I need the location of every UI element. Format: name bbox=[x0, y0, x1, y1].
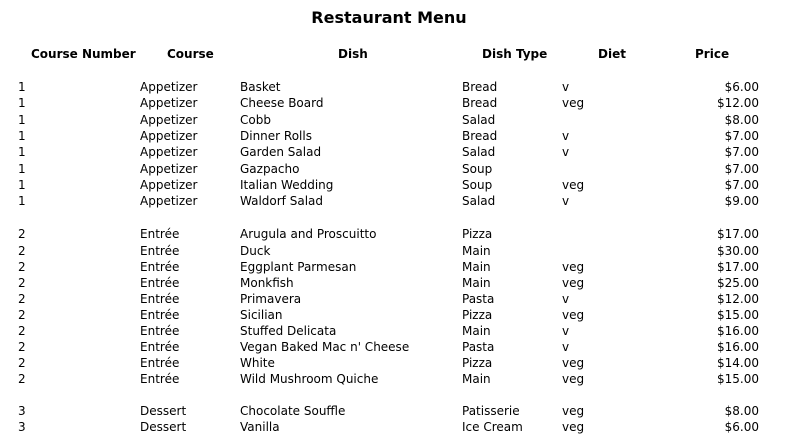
dish-cell: White bbox=[240, 356, 275, 370]
diet-cell: veg bbox=[562, 372, 585, 386]
price-cell: $15.00 bbox=[717, 372, 759, 386]
table-row bbox=[0, 144, 786, 160]
diet-cell: veg bbox=[562, 260, 585, 274]
table-row bbox=[0, 79, 786, 95]
course-number-cell: 1 bbox=[18, 145, 26, 159]
diet-cell: veg bbox=[562, 356, 585, 370]
course-number-cell: 2 bbox=[18, 292, 26, 306]
price-cell: $12.00 bbox=[717, 292, 759, 306]
dish-type-cell: Pasta bbox=[462, 340, 495, 354]
diet-cell: v bbox=[562, 324, 570, 338]
dish-type-cell: Bread bbox=[462, 129, 498, 143]
course-cell: Entrée bbox=[140, 324, 180, 338]
table-row bbox=[0, 128, 786, 144]
diet-cell: v bbox=[562, 145, 570, 159]
table-row bbox=[0, 355, 786, 371]
price-cell: $17.00 bbox=[717, 260, 759, 274]
dish-cell: Eggplant Parmesan bbox=[240, 260, 357, 274]
course-cell: Appetizer bbox=[140, 194, 198, 208]
diet-cell: v bbox=[562, 129, 570, 143]
dish-cell: Gazpacho bbox=[240, 162, 300, 176]
table-row bbox=[0, 226, 786, 242]
table-row bbox=[0, 307, 786, 323]
dish-cell: Waldorf Salad bbox=[240, 194, 323, 208]
table-row bbox=[0, 112, 786, 128]
price-cell: $16.00 bbox=[717, 324, 759, 338]
table-row bbox=[0, 371, 786, 387]
table-row bbox=[0, 161, 786, 177]
course-number-cell: 2 bbox=[18, 372, 26, 386]
dish-cell: Vegan Baked Mac n' Cheese bbox=[240, 340, 410, 354]
table-row bbox=[0, 339, 786, 355]
dish-type-cell: Pizza bbox=[462, 227, 493, 241]
column-header-dish: Dish bbox=[338, 47, 368, 61]
price-cell: $25.00 bbox=[717, 276, 759, 290]
price-cell: $8.00 bbox=[724, 404, 759, 418]
dish-cell: Chocolate Souffle bbox=[240, 404, 346, 418]
dish-cell: Garden Salad bbox=[240, 145, 322, 159]
diet-cell: veg bbox=[562, 96, 585, 110]
price-cell: $17.00 bbox=[717, 227, 759, 241]
dish-cell: Dinner Rolls bbox=[240, 129, 312, 143]
table-row bbox=[0, 193, 786, 209]
course-number-cell: 2 bbox=[18, 227, 26, 241]
course-cell: Entrée bbox=[140, 260, 180, 274]
price-cell: $15.00 bbox=[717, 308, 759, 322]
price-cell: $7.00 bbox=[724, 178, 759, 192]
column-header-course: Course bbox=[167, 47, 214, 61]
diet-cell: v bbox=[562, 194, 570, 208]
column-header-course-number: Course Number bbox=[31, 47, 136, 61]
dish-type-cell: Patisserie bbox=[462, 404, 520, 418]
table-row bbox=[0, 275, 786, 291]
page-title: Restaurant Menu bbox=[311, 8, 467, 27]
dish-cell: Cheese Board bbox=[240, 96, 324, 110]
dish-type-cell: Pasta bbox=[462, 292, 495, 306]
dish-type-cell: Main bbox=[462, 260, 491, 274]
course-cell: Entrée bbox=[140, 244, 180, 258]
price-cell: $7.00 bbox=[724, 145, 759, 159]
diet-cell: veg bbox=[562, 308, 585, 322]
diet-cell: v bbox=[562, 292, 570, 306]
course-cell: Entrée bbox=[140, 292, 180, 306]
course-number-cell: 3 bbox=[18, 420, 26, 434]
table-row bbox=[0, 323, 786, 339]
course-number-cell: 2 bbox=[18, 324, 26, 338]
table-row bbox=[0, 291, 786, 307]
price-cell: $6.00 bbox=[724, 420, 759, 434]
course-cell: Appetizer bbox=[140, 113, 198, 127]
dish-type-cell: Main bbox=[462, 276, 491, 290]
dish-type-cell: Salad bbox=[462, 113, 496, 127]
price-cell: $7.00 bbox=[724, 129, 759, 143]
course-number-cell: 1 bbox=[18, 113, 26, 127]
dish-cell: Primavera bbox=[240, 292, 302, 306]
course-cell: Entrée bbox=[140, 308, 180, 322]
course-cell: Entrée bbox=[140, 372, 180, 386]
table-row bbox=[0, 259, 786, 275]
dish-cell: Italian Wedding bbox=[240, 178, 334, 192]
dish-cell: Monkfish bbox=[240, 276, 294, 290]
course-cell: Appetizer bbox=[140, 145, 198, 159]
dish-cell: Vanilla bbox=[240, 420, 280, 434]
diet-cell: v bbox=[562, 340, 570, 354]
course-cell: Entrée bbox=[140, 340, 180, 354]
course-number-cell: 1 bbox=[18, 178, 26, 192]
dish-type-cell: Pizza bbox=[462, 308, 493, 322]
course-number-cell: 2 bbox=[18, 244, 26, 258]
dish-cell: Sicilian bbox=[240, 308, 283, 322]
course-number-cell: 1 bbox=[18, 96, 26, 110]
course-number-cell: 2 bbox=[18, 308, 26, 322]
course-number-cell: 2 bbox=[18, 340, 26, 354]
course-cell: Appetizer bbox=[140, 80, 198, 94]
course-number-cell: 1 bbox=[18, 162, 26, 176]
course-number-cell: 1 bbox=[18, 80, 26, 94]
course-cell: Appetizer bbox=[140, 178, 198, 192]
table-row bbox=[0, 243, 786, 259]
diet-cell: veg bbox=[562, 420, 585, 434]
table-row bbox=[0, 403, 786, 419]
course-number-cell: 2 bbox=[18, 260, 26, 274]
column-header-dish-type: Dish Type bbox=[482, 47, 548, 61]
table-row bbox=[0, 419, 786, 435]
column-header-diet: Diet bbox=[598, 47, 626, 61]
course-cell: Dessert bbox=[140, 404, 187, 418]
course-number-cell: 1 bbox=[18, 194, 26, 208]
dish-cell: Stuffed Delicata bbox=[240, 324, 337, 338]
price-cell: $6.00 bbox=[724, 80, 759, 94]
price-cell: $8.00 bbox=[724, 113, 759, 127]
dish-type-cell: Soup bbox=[462, 178, 493, 192]
column-header-price: Price bbox=[695, 47, 730, 61]
price-cell: $16.00 bbox=[717, 340, 759, 354]
course-cell: Appetizer bbox=[140, 162, 198, 176]
price-cell: $7.00 bbox=[724, 162, 759, 176]
course-number-cell: 1 bbox=[18, 129, 26, 143]
dish-type-cell: Bread bbox=[462, 96, 498, 110]
table-row bbox=[0, 177, 786, 193]
course-cell: Dessert bbox=[140, 420, 187, 434]
course-cell: Entrée bbox=[140, 356, 180, 370]
dish-type-cell: Ice Cream bbox=[462, 420, 523, 434]
price-cell: $12.00 bbox=[717, 96, 759, 110]
price-cell: $30.00 bbox=[717, 244, 759, 258]
dish-type-cell: Salad bbox=[462, 194, 496, 208]
dish-type-cell: Bread bbox=[462, 80, 498, 94]
diet-cell: veg bbox=[562, 276, 585, 290]
diet-cell: veg bbox=[562, 178, 585, 192]
course-number-cell: 2 bbox=[18, 276, 26, 290]
dish-type-cell: Salad bbox=[462, 145, 496, 159]
dish-type-cell: Pizza bbox=[462, 356, 493, 370]
course-number-cell: 3 bbox=[18, 404, 26, 418]
dish-cell: Basket bbox=[240, 80, 281, 94]
diet-cell: v bbox=[562, 80, 570, 94]
table-row bbox=[0, 95, 786, 111]
course-cell: Entrée bbox=[140, 276, 180, 290]
dish-cell: Arugula and Proscuitto bbox=[240, 227, 377, 241]
course-number-cell: 2 bbox=[18, 356, 26, 370]
price-cell: $14.00 bbox=[717, 356, 759, 370]
diet-cell: veg bbox=[562, 404, 585, 418]
course-cell: Appetizer bbox=[140, 129, 198, 143]
price-cell: $9.00 bbox=[724, 194, 759, 208]
dish-cell: Duck bbox=[240, 244, 271, 258]
dish-type-cell: Main bbox=[462, 372, 491, 386]
course-cell: Appetizer bbox=[140, 96, 198, 110]
dish-type-cell: Soup bbox=[462, 162, 493, 176]
dish-type-cell: Main bbox=[462, 324, 491, 338]
dish-cell: Cobb bbox=[240, 113, 271, 127]
dish-cell: Wild Mushroom Quiche bbox=[240, 372, 379, 386]
course-cell: Entrée bbox=[140, 227, 180, 241]
dish-type-cell: Main bbox=[462, 244, 491, 258]
